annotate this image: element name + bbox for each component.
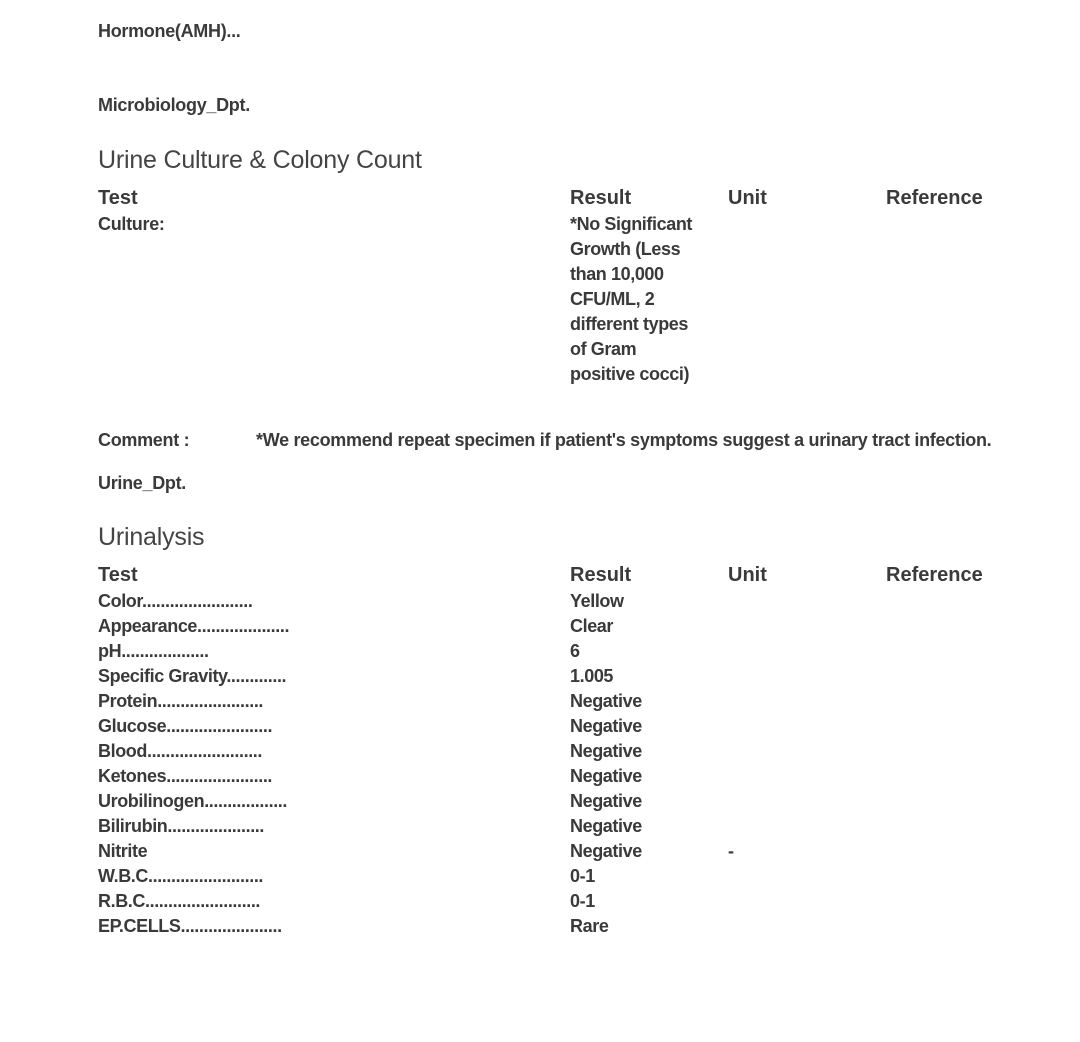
test-result: Negative	[570, 791, 642, 811]
test-result: 1.005	[570, 666, 614, 686]
test-name: Ketones.......................	[98, 766, 273, 786]
test-name: Specific Gravity.............	[98, 666, 287, 686]
test-name: EP.CELLS......................	[98, 916, 282, 936]
test-result: 0-1	[570, 866, 595, 886]
previous-test-name: Hormone(AMH)...	[98, 21, 241, 41]
test-name: pH...................	[98, 641, 209, 661]
test-result: 0-1	[570, 891, 595, 911]
test-name: R.B.C.........................	[98, 891, 261, 911]
column-header-unit: Unit	[728, 187, 767, 209]
test-name: W.B.C.........................	[98, 866, 264, 886]
test-result: Negative	[570, 841, 642, 861]
comment-text: *We recommend repeat specimen if patient's symptoms suggest a urinary tract infection.	[256, 430, 992, 450]
test-result: Yellow	[570, 591, 624, 611]
culture-result-line: different types	[570, 314, 689, 334]
section-title: Urinalysis	[98, 523, 205, 551]
column-header-result: Result	[570, 187, 632, 209]
column-header-unit: Unit	[728, 564, 767, 586]
test-result: Negative	[570, 816, 642, 836]
test-name: Appearance....................	[98, 616, 290, 636]
test-name: Urobilinogen..................	[98, 791, 288, 811]
test-name: Protein.......................	[98, 691, 264, 711]
culture-result-line: CFU/ML, 2	[570, 289, 655, 309]
test-name: Blood.........................	[98, 741, 263, 761]
test-result: 6	[570, 641, 580, 661]
column-header-test: Test	[98, 564, 138, 586]
department-label: Urine_Dpt.	[98, 473, 187, 493]
column-header-reference: Reference	[886, 187, 983, 209]
culture-result	[570, 212, 692, 387]
column-header-reference: Reference	[886, 564, 983, 586]
culture-result-line: of Gram	[570, 339, 637, 359]
culture-result-line: than 10,000	[570, 264, 664, 284]
test-name: Bilirubin.....................	[98, 816, 265, 836]
culture-result-line: positive cocci)	[570, 364, 690, 384]
column-header-test: Test	[98, 187, 138, 209]
test-name: Glucose.......................	[98, 716, 273, 736]
column-header-result: Result	[570, 564, 632, 586]
comment-label: Comment :	[98, 430, 190, 450]
culture-result-line: Growth (Less	[570, 239, 681, 259]
test-result: Negative	[570, 691, 642, 711]
test-name: Nitrite	[98, 841, 148, 861]
test-unit: -	[728, 841, 734, 861]
section-title: Urine Culture & Colony Count	[98, 146, 422, 174]
test-result: Rare	[570, 916, 609, 936]
culture-label: Culture:	[98, 214, 165, 234]
department-label: Microbiology_Dpt.	[98, 95, 250, 115]
test-result: Negative	[570, 716, 642, 736]
culture-result-line: *No Significant	[570, 214, 693, 234]
test-name: Color........................	[98, 591, 253, 611]
test-result: Clear	[570, 616, 614, 636]
test-result: Negative	[570, 766, 642, 786]
test-result: Negative	[570, 741, 642, 761]
